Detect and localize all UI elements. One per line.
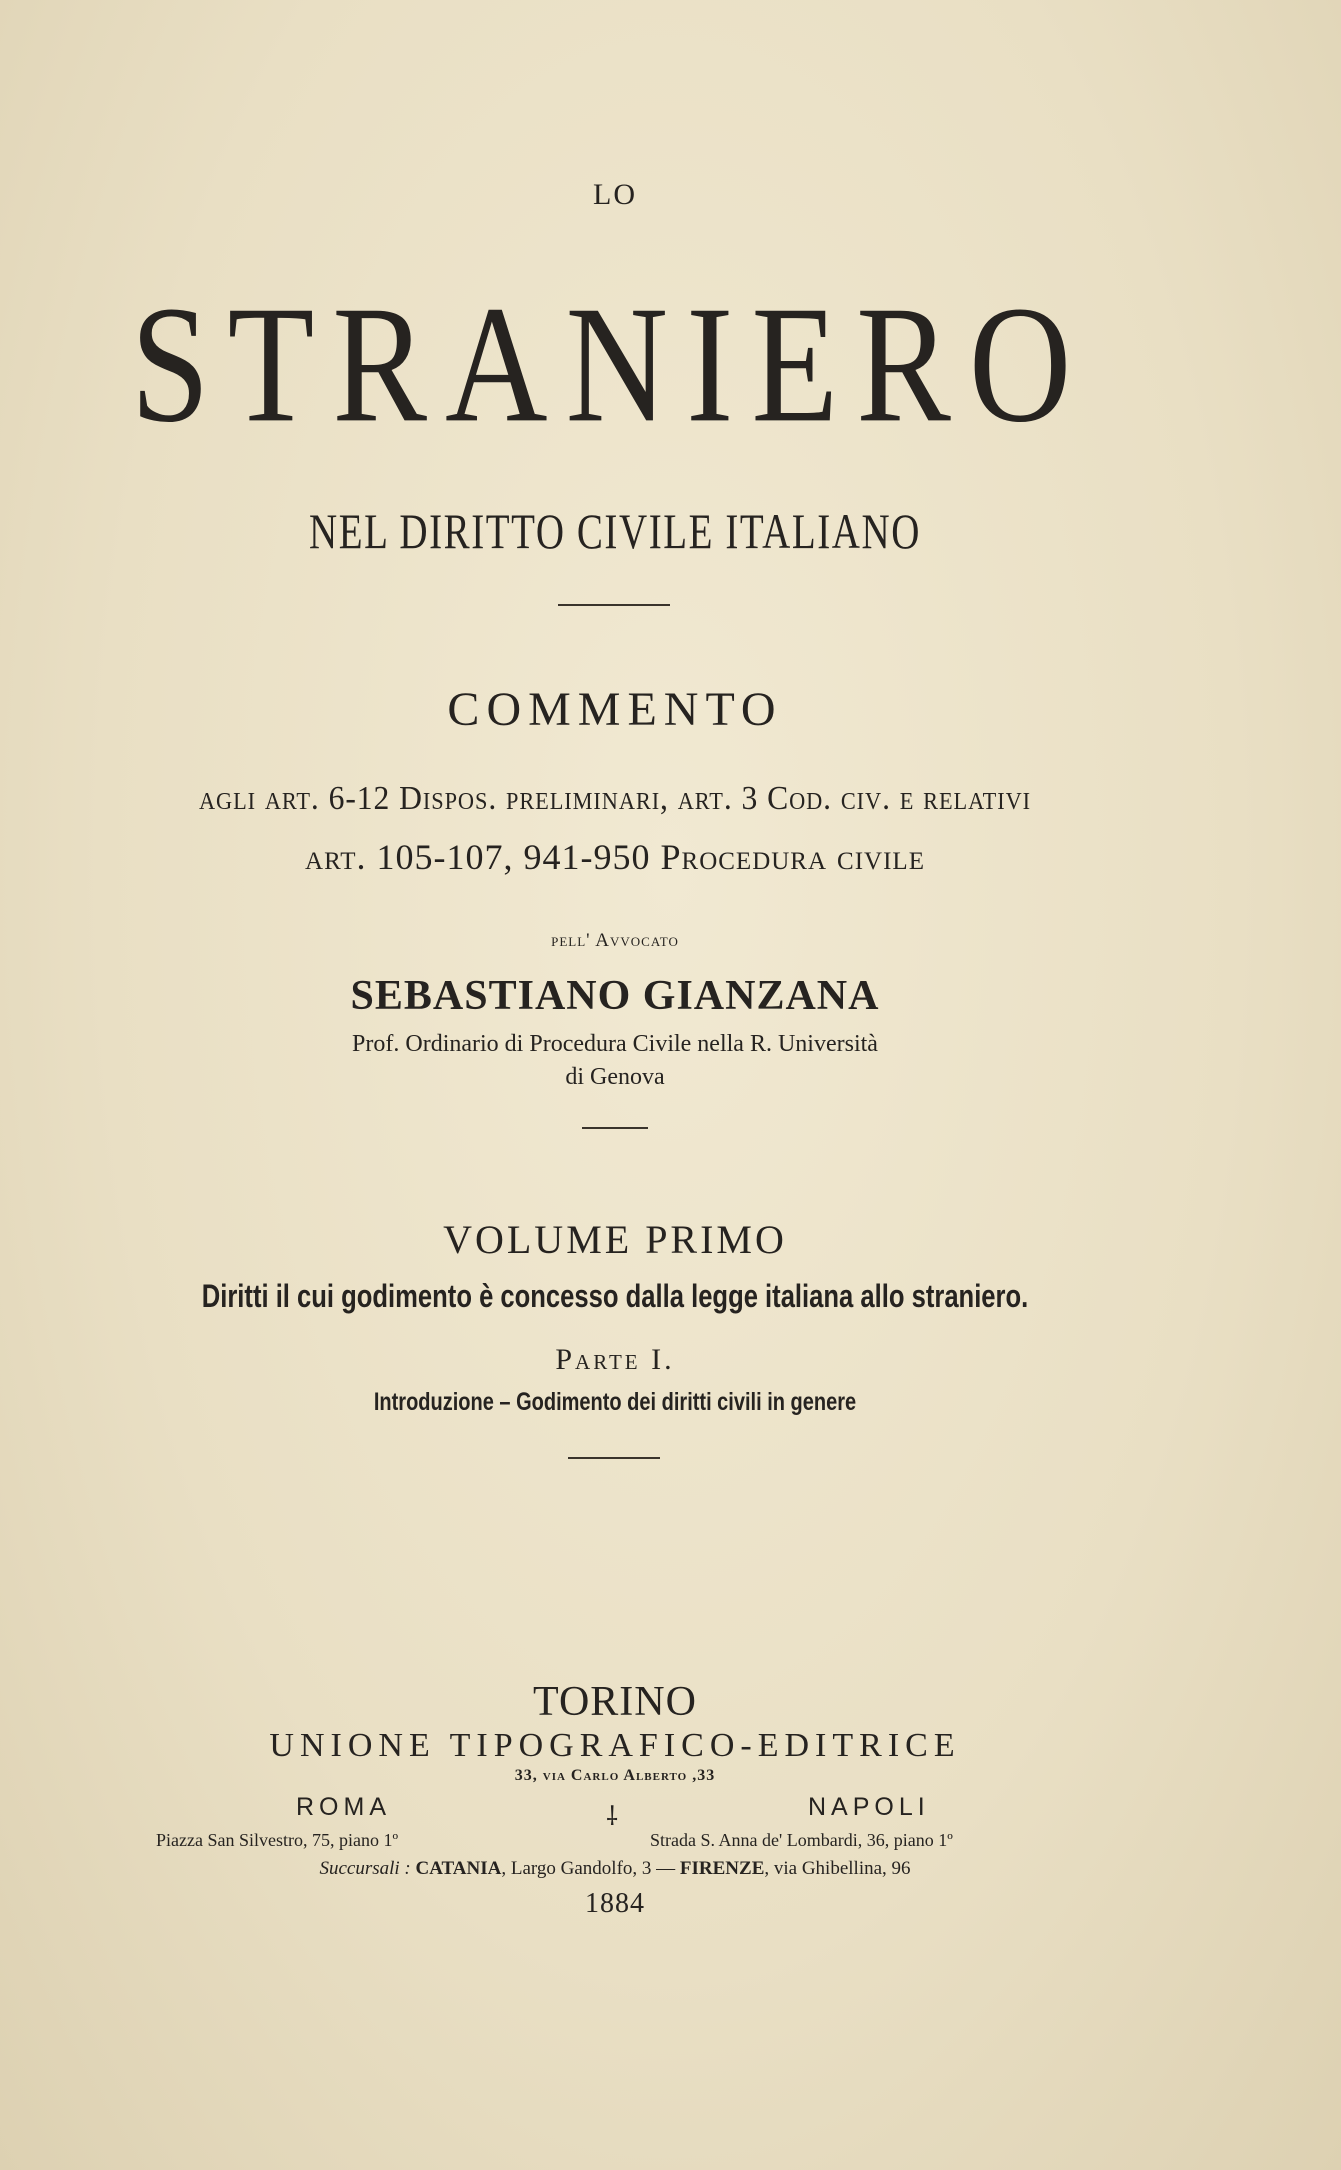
branch-right-address: Strada S. Anna de' Lombardi, 36, piano 1º bbox=[650, 1830, 953, 1850]
scope-line-2: art. 105-107, 941-950 Procedura civile bbox=[305, 837, 925, 877]
genre-heading: COMMENTO bbox=[447, 683, 783, 736]
branch-left-address: Piazza San Silvestro, 75, piano 1º bbox=[156, 1830, 399, 1850]
divider-rule bbox=[568, 1457, 660, 1459]
imprint-city: TORINO bbox=[533, 1679, 697, 1725]
succursale-firenze: FIRENZE bbox=[679, 1858, 765, 1879]
publisher-name: UNIONE TIPOGRAFICO-EDITRICE bbox=[269, 1727, 961, 1764]
volume-heading: VOLUME PRIMO bbox=[443, 1217, 787, 1262]
branch-separator: ⸸ bbox=[606, 1802, 619, 1831]
succursale-firenze-address: , via Ghibellina, 96 bbox=[764, 1858, 911, 1879]
part-heading: Parte I. bbox=[555, 1343, 675, 1376]
succursali-line bbox=[0, 1858, 1230, 1880]
succursali-label: Succursali : bbox=[319, 1858, 411, 1879]
publication-year: 1884 bbox=[585, 1888, 645, 1919]
succursale-catania-address: , Largo Gandolfo, 3 — bbox=[501, 1858, 676, 1879]
branch-left-city: ROMA bbox=[296, 1793, 391, 1821]
author-place: di Genova bbox=[565, 1064, 665, 1090]
scope-line-1: agli art. 6-12 Dispos. preliminari, art. 3 Cod. civ. e relativi bbox=[198, 780, 1032, 817]
divider-rule bbox=[558, 604, 670, 606]
divider-rule bbox=[582, 1127, 648, 1129]
publisher-address: 33, via Carlo Alberto ,33 bbox=[514, 1767, 716, 1784]
title-article: LO bbox=[593, 178, 637, 211]
author-name: SEBASTIANO GIANZANA bbox=[350, 973, 880, 1019]
by-line: pell' Avvocato bbox=[551, 930, 679, 951]
author-role: Prof. Ordinario di Procedura Civile nella R. Università bbox=[352, 1031, 878, 1057]
branch-right-city: NAPOLI bbox=[808, 1793, 930, 1821]
book-title: STRANIERO bbox=[130, 270, 1090, 457]
part-subject: Introduzione – Godimento dei diritti civili in genere bbox=[373, 1388, 857, 1416]
volume-subject: Diritti il cui godimento è concesso dalla legge italiana allo straniero. bbox=[201, 1278, 1029, 1314]
book-subtitle: NEL DIRITTO CIVILE ITALIANO bbox=[309, 503, 921, 559]
succursale-catania: CATANIA bbox=[415, 1858, 502, 1879]
